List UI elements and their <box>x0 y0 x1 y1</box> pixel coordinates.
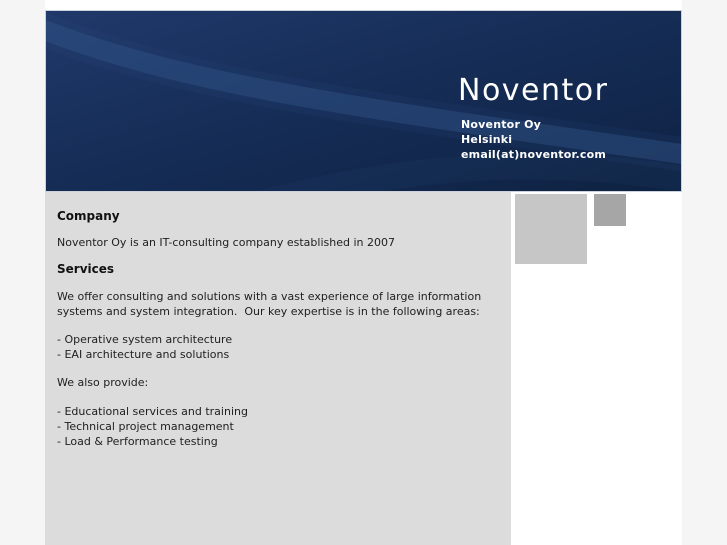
list-item: - Operative system architecture <box>57 333 233 346</box>
paragraph-line: Noventor Oy is an IT-consulting company established in 2007 <box>57 236 395 249</box>
noventor-logo: Noventor <box>458 73 609 108</box>
list-additional-services <box>57 404 501 449</box>
decor-square-small <box>594 194 626 226</box>
decor-square-large <box>515 194 587 264</box>
list-item: - Educational services and training <box>57 405 248 418</box>
paragraph-company <box>57 235 501 250</box>
paragraph-line: We also provide: <box>57 376 149 389</box>
section-heading-company: Company <box>57 209 120 223</box>
section-heading-services: Services <box>57 262 115 276</box>
list-item: - Technical project management <box>57 420 234 433</box>
paragraph-line: We offer consulting and solutions with a vast experience of large information <box>57 290 482 303</box>
content-panel <box>45 192 511 545</box>
contact-company: Noventor Oy <box>461 118 542 131</box>
contact-city: Helsinki <box>461 133 513 146</box>
contact-email: email(at)noventor.com <box>461 148 607 161</box>
list-expertise <box>57 332 501 362</box>
paragraph-also-provide <box>57 375 501 390</box>
aside-panel <box>511 192 682 545</box>
contact-info <box>461 117 606 162</box>
list-item: - EAI architecture and solutions <box>57 348 230 361</box>
paragraph-services-intro <box>57 289 501 319</box>
site-container <box>45 0 682 545</box>
list-item: - Load & Performance testing <box>57 435 218 448</box>
paragraph-line: systems and system integration. Our key expertise is in the following areas: <box>57 305 480 318</box>
main-row <box>45 192 682 545</box>
header-banner <box>45 10 682 192</box>
